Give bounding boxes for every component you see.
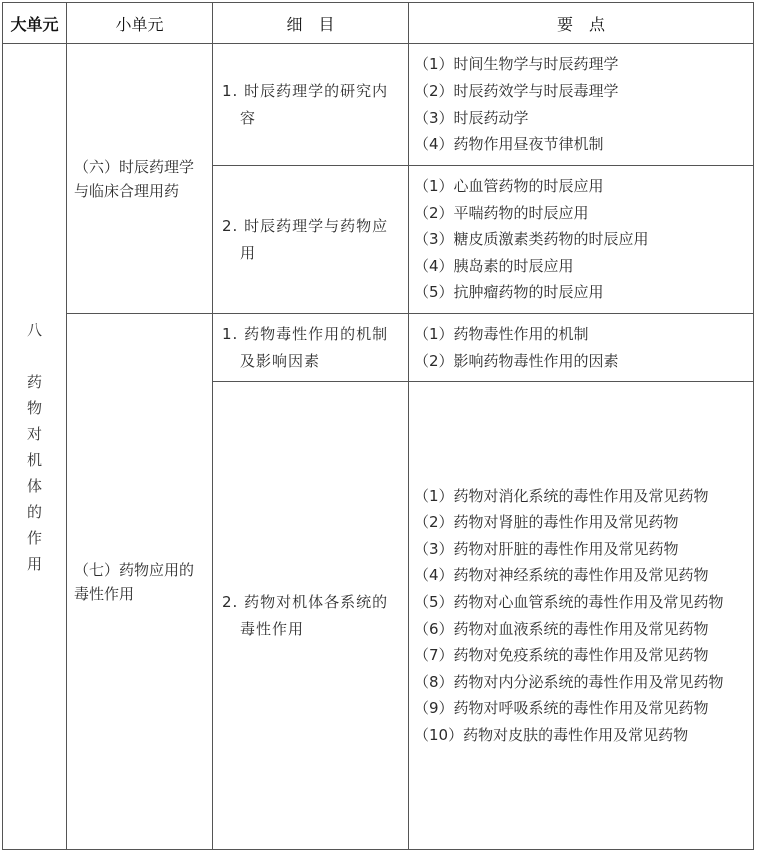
detail-cell — [213, 44, 409, 166]
detail-cell — [213, 314, 409, 382]
header-detail: 细 目 — [213, 3, 409, 44]
list-item: （4）药物作用昼夜节律机制 — [414, 135, 604, 154]
major-unit-cell — [3, 44, 67, 850]
list-item: （1）时间生物学与时辰药理学 — [414, 55, 619, 74]
list-item: （3）药物对肝脏的毒性作用及常见药物 — [414, 539, 679, 558]
minor-unit-7: （七）药物应用的毒性作用 — [67, 314, 213, 850]
detail-title: 2. 时辰药理学与药物应用 — [222, 216, 389, 262]
list-item: （2）药物对肾脏的毒性作用及常见药物 — [414, 513, 679, 532]
major-unit-number: 八 — [26, 320, 42, 339]
minor-unit-6: （六）时辰药理学与临床合理用药 — [67, 44, 213, 314]
list-item: （5）药物对心血管系统的毒性作用及常见药物 — [414, 593, 724, 611]
header-major-unit: 大单元 — [3, 3, 67, 44]
table-row — [3, 44, 754, 166]
points-cell — [409, 166, 754, 314]
list-item: （1）心血管药物的时辰应用 — [414, 177, 604, 196]
list-item: （5）抗肿瘤药物的时辰应用 — [414, 283, 604, 302]
list-item: （4）药物对神经系统的毒性作用及常见药物 — [414, 566, 709, 585]
header-key-points: 要 点 — [409, 3, 754, 44]
points-cell — [409, 314, 754, 382]
detail-title: 1. 药物毒性作用的机制及影响因素 — [222, 324, 389, 370]
detail-title: 2. 药物对机体各系统的毒性作用 — [222, 592, 389, 638]
header-minor-unit: 小单元 — [67, 3, 213, 44]
points-cell — [409, 44, 754, 166]
list-item: （9）药物对呼吸系统的毒性作用及常见药物 — [414, 699, 709, 718]
list-item: （10）药物对皮肤的毒性作用及常见药物 — [414, 725, 689, 744]
list-item: （1）药物毒性作用的机制 — [414, 325, 589, 343]
list-item: （6）药物对血液系统的毒性作用及常见药物 — [414, 619, 709, 638]
major-unit-title: 八 药 物 对 机 体 的 作 用 — [3, 317, 66, 577]
list-item: （8）药物对内分泌系统的毒性作用及常见药物 — [414, 672, 724, 691]
list-item: （1）药物对消化系统的毒性作用及常见药物 — [414, 486, 709, 505]
detail-title: 1. 时辰药理学的研究内容 — [222, 81, 389, 127]
list-item: （4）胰岛素的时辰应用 — [414, 256, 574, 275]
points-cell — [409, 382, 754, 850]
header-row — [3, 3, 754, 44]
list-item: （2）平喘药物的时辰应用 — [414, 203, 589, 222]
detail-cell — [213, 166, 409, 314]
list-item: （3）时辰药动学 — [414, 108, 529, 127]
list-item: （7）药物对免疫系统的毒性作用及常见药物 — [414, 646, 709, 665]
list-item: （2）时辰药效学与时辰毒理学 — [414, 81, 619, 100]
table-row — [3, 314, 754, 382]
list-item: （3）糖皮质激素类药物的时辰应用 — [414, 230, 649, 249]
syllabus-table — [2, 2, 754, 850]
list-item: （2）影响药物毒性作用的因素 — [414, 351, 619, 370]
detail-cell — [213, 382, 409, 850]
